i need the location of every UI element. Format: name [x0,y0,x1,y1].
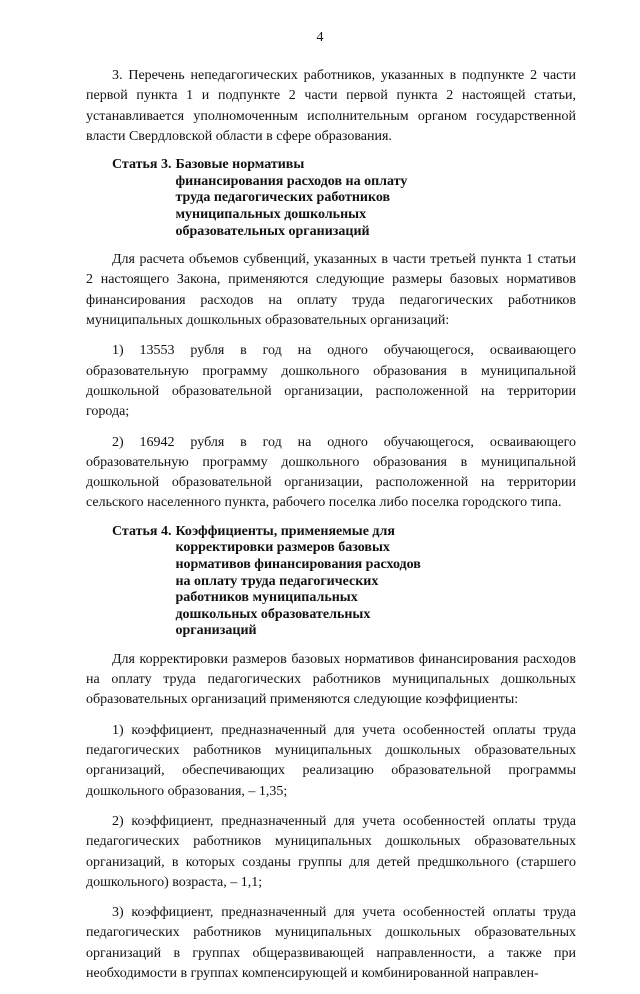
article-3-title: Базовые нормативы финансирования расходов на оплату труда педагогических работников муниципальных дошкольных образовательных организаций [175,157,408,239]
article-4-paragraph: 1) коэффициент, предназначенный для учета особенностей оплаты труда педагогических работников муниципальных дошкольных образовательных организаций, обеспечивающих реализацию образовательной программы дошкольного образования, – 1,35; [86,722,576,799]
article-4-heading [86,524,576,640]
document-body [86,66,576,994]
article-4-paragraph: 2) коэффициент, предназначенный для учета особенностей оплаты труда педагогических работников муниципальных дошкольных образовательных организаций, в которых созданы группы для детей предшкольного (старшего дошкольного) возраста, – 1,1; [86,813,576,890]
article-3-paragraph: Для расчета объемов субвенций, указанных в части третьей пункта 1 статьи 2 настоящего Закона, применяются следующие размеры базовых нормативов финансирования расходов на оплату труда педагогических работников муниципальных дошкольных образовательных организаций: [86,252,576,329]
article-4-paragraph: Для корректировки размеров базовых нормативов финансирования расходов на оплату труда педагогических работников муниципальных дошкольных образовательных организаций применяются следующие коэффициенты: [86,651,576,708]
article-3-paragraph: 1) 13553 рубля в год на одного обучающегося, осваивающего образовательную программу дошкольного образования в муниципальной дошкольной образовательной организации, расположенной на территории города; [86,343,576,420]
paragraph-item-3: 3. Перечень непедагогических работников, указанных в подпункте 2 части первой пункта 1 и подпункте 2 части первой пункта 2 настоящей статьи, устанавливается уполномоченным исполнительным органом государственной власти Свердловской области в сфере образования. [86,68,576,144]
article-3-paragraph: 2) 16942 рубля в год на одного обучающегося, осваивающего образовательную программу дошкольного образования в муниципальной дошкольной образовательной организации, расположенной на территории сельского населенного пункта, рабочего поселка либо поселка городского типа. [86,434,576,511]
article-3-heading [86,157,576,240]
page-number: 4 [316,30,324,45]
article-4-title: Коэффициенты, применяемые для корректировки размеров базовых нормативов финансирования расходов на оплату труда педагогических работников муниципальных дошкольных образовательных организаций [175,523,421,639]
article-4-paragraph: 3) коэффициент, предназначенный для учета особенностей оплаты труда педагогических работников муниципальных дошкольных образовательных организаций в группах общеразвивающей направленности, а также при необходимости в группах компенсирующей и комбинированной направлен- [86,905,576,982]
article-4-number: Статья 4. [112,523,172,539]
article-3-number: Статья 3. [112,157,172,173]
